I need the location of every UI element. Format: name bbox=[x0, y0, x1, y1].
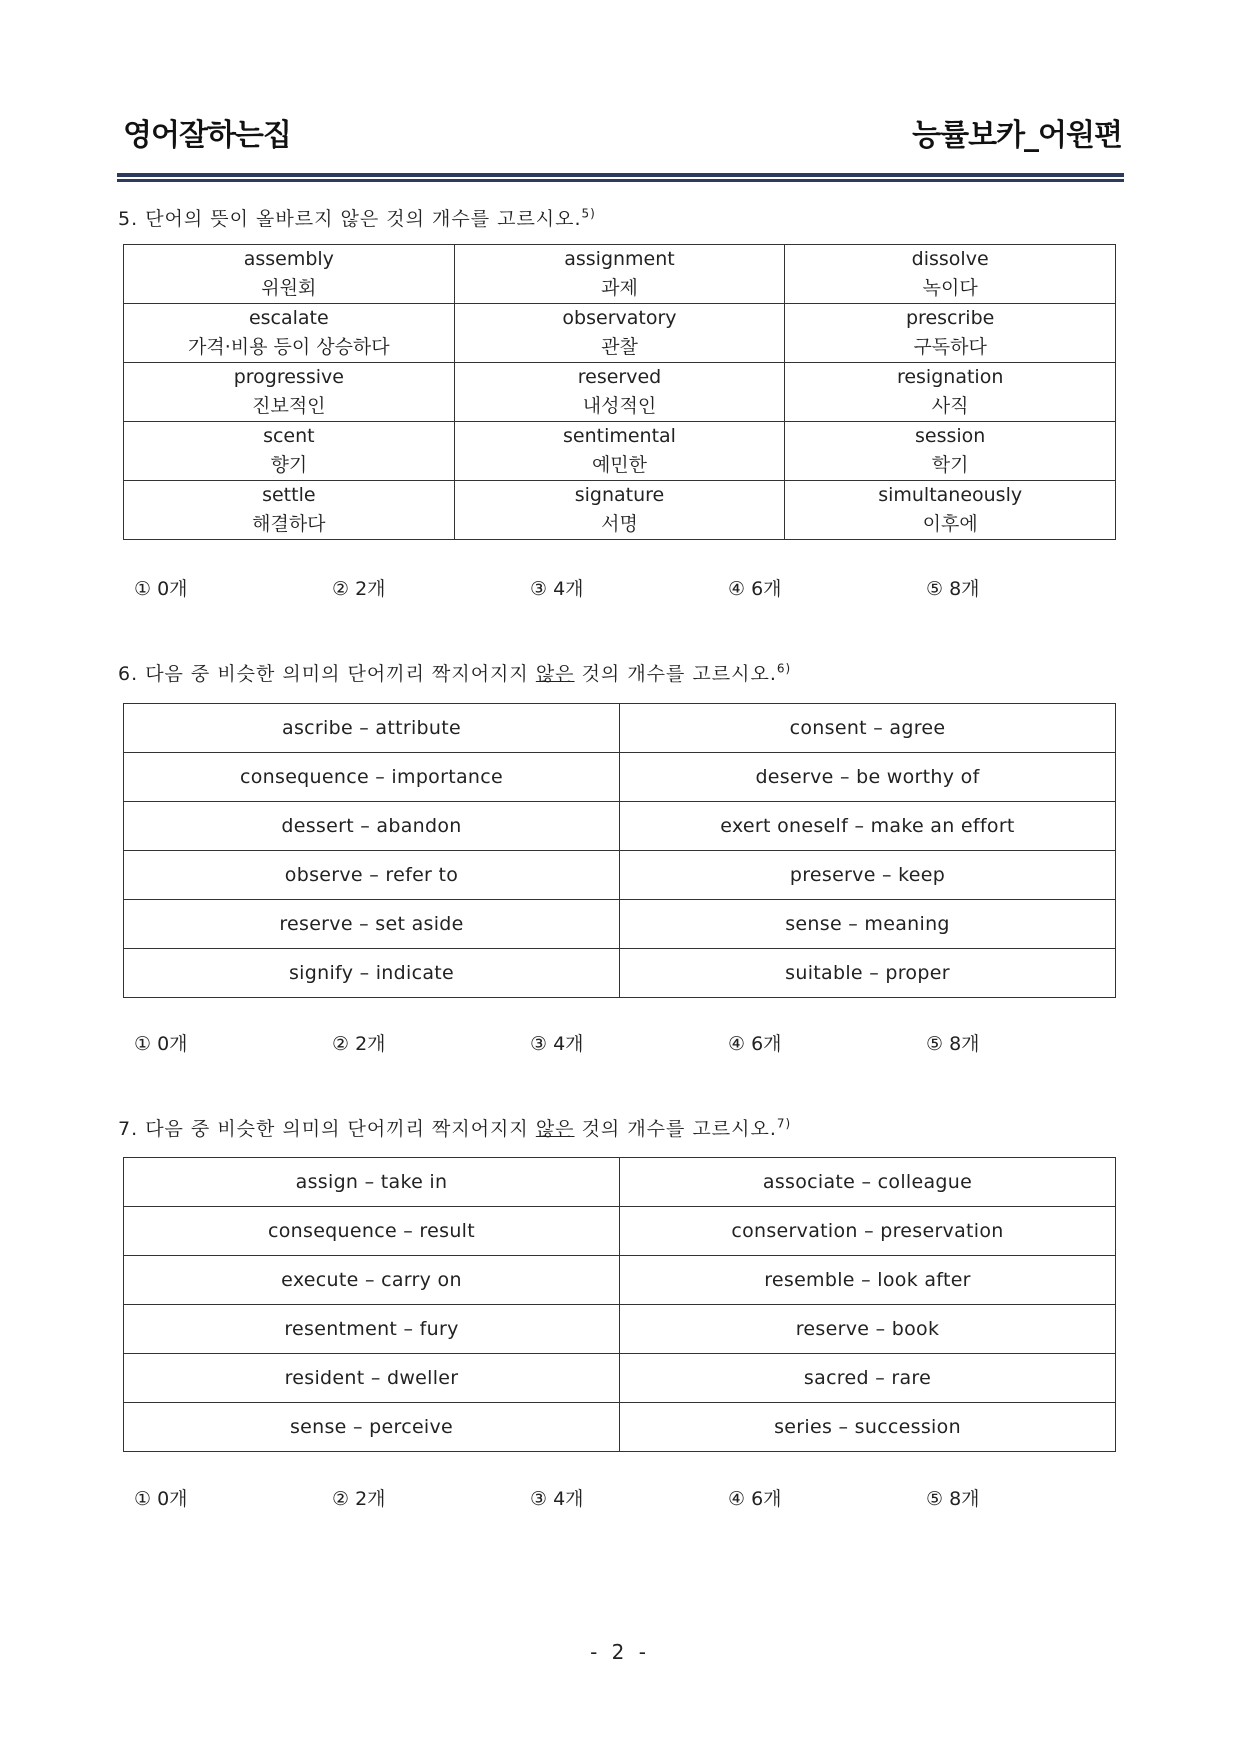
vocab-word: progressive bbox=[233, 366, 344, 388]
question-number: 7. bbox=[118, 1118, 139, 1140]
vocab-meaning: 향기 bbox=[270, 454, 308, 476]
vocab-word: scent bbox=[263, 425, 315, 447]
question-5-table bbox=[123, 244, 1116, 540]
choice-2[interactable]: ② 2개 bbox=[332, 1488, 386, 1510]
table-row bbox=[124, 1305, 1116, 1354]
word-pair-cell: exert oneself – make an effort bbox=[620, 802, 1116, 851]
word-pair-cell: suitable – proper bbox=[620, 949, 1116, 998]
header-left-title: 영어잘하는집 bbox=[123, 118, 291, 153]
footnote-ref: 7) bbox=[776, 1116, 792, 1131]
choice-5[interactable]: ⑤ 8개 bbox=[926, 578, 980, 600]
choice-2[interactable]: ② 2개 bbox=[332, 578, 386, 600]
vocab-word: resignation bbox=[896, 366, 1004, 388]
word-pair-cell: resident – dweller bbox=[124, 1354, 620, 1403]
header-rule-thick bbox=[117, 173, 1124, 177]
question-7-table bbox=[123, 1157, 1116, 1452]
header-rule-thin bbox=[117, 179, 1124, 182]
word-pair-cell: reserve – book bbox=[620, 1305, 1116, 1354]
table-row bbox=[124, 900, 1116, 949]
vocab-cell bbox=[785, 363, 1116, 422]
vocab-cell bbox=[785, 304, 1116, 363]
question-text: 다음 중 비슷한 의미의 단어끼리 짝지어지지 bbox=[145, 663, 529, 685]
word-pair-cell: ascribe – attribute bbox=[124, 704, 620, 753]
vocab-meaning: 진보적인 bbox=[252, 395, 326, 417]
vocab-cell bbox=[454, 422, 785, 481]
vocab-meaning: 과제 bbox=[601, 277, 638, 299]
question-number: 6. bbox=[118, 663, 139, 685]
word-pair-cell: execute – carry on bbox=[124, 1256, 620, 1305]
question-5-prompt bbox=[118, 204, 596, 231]
table-row bbox=[124, 481, 1116, 540]
vocab-cell bbox=[454, 481, 785, 540]
vocab-meaning: 위원회 bbox=[261, 277, 317, 299]
word-pair-cell: resentment – fury bbox=[124, 1305, 620, 1354]
vocab-word: assignment bbox=[564, 248, 675, 270]
vocab-word: sentimental bbox=[562, 425, 676, 447]
question-5-choices bbox=[134, 574, 1124, 601]
word-pair-cell: resemble – look after bbox=[620, 1256, 1116, 1305]
header-right-title: 능률보카_어원편 bbox=[912, 118, 1122, 153]
vocab-meaning: 이후에 bbox=[922, 513, 978, 535]
choice-3[interactable]: ③ 4개 bbox=[530, 1488, 584, 1510]
vocab-meaning: 해결하다 bbox=[252, 513, 326, 535]
word-pair-cell: preserve – keep bbox=[620, 851, 1116, 900]
page-number: - 2 - bbox=[590, 1640, 650, 1664]
word-pair-cell: consequence – result bbox=[124, 1207, 620, 1256]
vocab-word: prescribe bbox=[905, 307, 995, 329]
vocab-cell bbox=[124, 245, 455, 304]
word-pair-cell: deserve – be worthy of bbox=[620, 753, 1116, 802]
word-pair-cell: observe – refer to bbox=[124, 851, 620, 900]
vocab-meaning: 녹이다 bbox=[922, 277, 978, 299]
vocab-cell bbox=[124, 363, 455, 422]
vocab-word: assembly bbox=[243, 248, 334, 270]
question-6-table bbox=[123, 703, 1116, 998]
choice-4[interactable]: ④ 6개 bbox=[728, 1033, 782, 1055]
table-row bbox=[124, 949, 1116, 998]
question-number: 5. bbox=[118, 208, 139, 230]
question-text: 것의 개수를 고르시오. bbox=[581, 663, 777, 685]
choice-3[interactable]: ③ 4개 bbox=[530, 578, 584, 600]
table-row bbox=[124, 753, 1116, 802]
footnote-ref: 5) bbox=[581, 206, 596, 221]
vocab-cell bbox=[785, 422, 1116, 481]
vocab-cell bbox=[785, 245, 1116, 304]
table-row bbox=[124, 363, 1116, 422]
vocab-meaning: 구독하다 bbox=[913, 336, 987, 358]
table-row bbox=[124, 1207, 1116, 1256]
vocab-meaning: 학기 bbox=[931, 454, 969, 476]
vocab-cell bbox=[454, 304, 785, 363]
table-row bbox=[124, 851, 1116, 900]
vocab-word: signature bbox=[574, 484, 665, 506]
table-row bbox=[124, 1158, 1116, 1207]
question-text: 다음 중 비슷한 의미의 단어끼리 짝지어지지 bbox=[145, 1118, 529, 1140]
vocab-word: observatory bbox=[562, 307, 677, 329]
choice-1[interactable]: ① 0개 bbox=[134, 1033, 188, 1055]
table-row bbox=[124, 802, 1116, 851]
choice-5[interactable]: ⑤ 8개 bbox=[926, 1033, 980, 1055]
choice-1[interactable]: ① 0개 bbox=[134, 1488, 188, 1510]
choice-1[interactable]: ① 0개 bbox=[134, 578, 188, 600]
table-row bbox=[124, 304, 1116, 363]
vocab-meaning: 서명 bbox=[601, 513, 638, 535]
vocab-meaning: 관찰 bbox=[601, 336, 638, 358]
question-7-choices bbox=[134, 1484, 1124, 1511]
word-pair-cell: signify – indicate bbox=[124, 949, 620, 998]
vocab-word: dissolve bbox=[911, 248, 989, 270]
vocab-word: settle bbox=[262, 484, 316, 506]
question-text: 단어의 뜻이 올바르지 않은 것의 개수를 고르시오. bbox=[145, 208, 582, 230]
question-emphasis: 않은 bbox=[535, 663, 575, 685]
vocab-cell bbox=[124, 422, 455, 481]
choice-2[interactable]: ② 2개 bbox=[332, 1033, 386, 1055]
vocab-word: escalate bbox=[248, 307, 329, 329]
word-pair-cell: consequence – importance bbox=[124, 753, 620, 802]
vocab-cell bbox=[454, 363, 785, 422]
question-6-choices bbox=[134, 1029, 1124, 1056]
word-pair-cell: reserve – set aside bbox=[124, 900, 620, 949]
word-pair-cell: sacred – rare bbox=[620, 1354, 1116, 1403]
word-pair-cell: sense – perceive bbox=[124, 1403, 620, 1452]
choice-4[interactable]: ④ 6개 bbox=[728, 1488, 782, 1510]
vocab-meaning: 내성적인 bbox=[582, 395, 657, 417]
table-row bbox=[124, 245, 1116, 304]
question-6-prompt bbox=[118, 659, 791, 686]
table-row bbox=[124, 704, 1116, 753]
vocab-word: session bbox=[914, 425, 986, 447]
vocab-word: reserved bbox=[577, 366, 662, 388]
table-row bbox=[124, 1403, 1116, 1452]
choice-5[interactable]: ⑤ 8개 bbox=[926, 1488, 980, 1510]
vocab-meaning: 사직 bbox=[931, 395, 969, 417]
table-row bbox=[124, 1256, 1116, 1305]
word-pair-cell: sense – meaning bbox=[620, 900, 1116, 949]
word-pair-cell: series – succession bbox=[620, 1403, 1116, 1452]
word-pair-cell: associate – colleague bbox=[620, 1158, 1116, 1207]
choice-3[interactable]: ③ 4개 bbox=[530, 1033, 584, 1055]
vocab-meaning: 예민한 bbox=[591, 454, 648, 476]
vocab-cell bbox=[124, 481, 455, 540]
vocab-cell bbox=[454, 245, 785, 304]
table-row bbox=[124, 422, 1116, 481]
word-pair-cell: conservation – preservation bbox=[620, 1207, 1116, 1256]
question-text: 것의 개수를 고르시오. bbox=[581, 1118, 777, 1140]
footnote-ref: 6) bbox=[776, 661, 792, 676]
choice-4[interactable]: ④ 6개 bbox=[728, 578, 782, 600]
word-pair-cell: dessert – abandon bbox=[124, 802, 620, 851]
word-pair-cell: consent – agree bbox=[620, 704, 1116, 753]
vocab-cell bbox=[124, 304, 455, 363]
vocab-cell bbox=[785, 481, 1116, 540]
table-row bbox=[124, 1354, 1116, 1403]
question-7-prompt bbox=[118, 1114, 791, 1141]
word-pair-cell: assign – take in bbox=[124, 1158, 620, 1207]
vocab-word: simultaneously bbox=[878, 484, 1023, 506]
vocab-meaning: 가격·비용 등이 상승하다 bbox=[187, 336, 390, 358]
question-emphasis: 않은 bbox=[535, 1118, 575, 1140]
